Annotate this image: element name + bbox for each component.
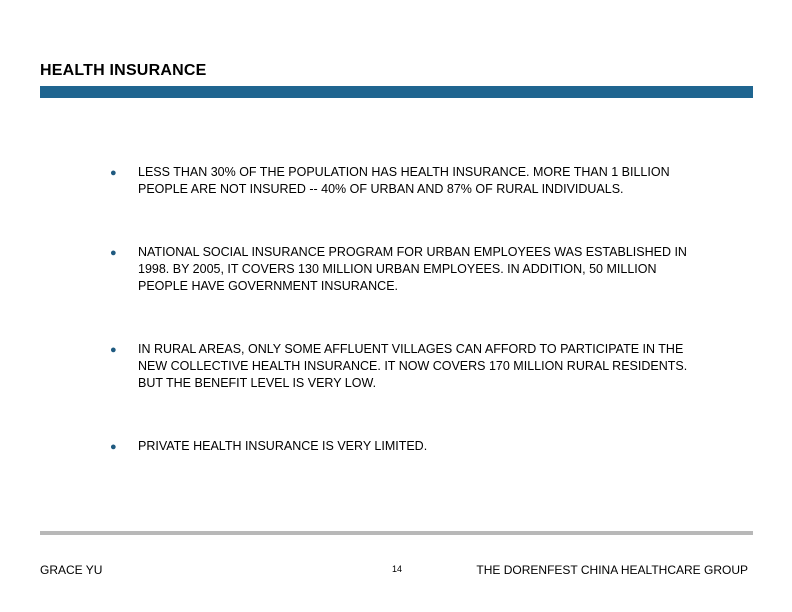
bullet-text: PRIVATE HEALTH INSURANCE IS VERY LIMITED.: [138, 439, 428, 453]
footer-organization: THE DORENFEST CHINA HEALTHCARE GROUP: [476, 563, 748, 577]
bullet-icon: ●: [110, 167, 117, 179]
bullet-text: LESS THAN 30% OF THE POPULATION HAS HEALTH INSURANCE. MORE THAN 1 BILLION PEOPLE ARE NOT INSURED -- 40% OF URBAN AND 87% OF RURAL INDIVIDUALS.: [138, 165, 670, 196]
footer-rule: [40, 531, 753, 535]
title-accent-bar: [40, 86, 753, 98]
list-item: [110, 244, 690, 295]
page-title: HEALTH INSURANCE: [40, 62, 207, 79]
page-number: 14: [392, 564, 403, 574]
list-item: [110, 341, 690, 392]
bullet-list: [110, 164, 690, 455]
bullet-icon: ●: [110, 247, 117, 259]
footer-author: GRACE YU: [40, 563, 103, 577]
bullet-icon: ●: [110, 344, 117, 356]
list-item: [110, 438, 690, 455]
list-item: [110, 164, 690, 198]
bullet-text: IN RURAL AREAS, ONLY SOME AFFLUENT VILLAGES CAN AFFORD TO PARTICIPATE IN THE NEW COLLECTIVE HEALTH INSURANCE. IT NOW COVERS 170 MILLION RURAL RESIDENTS. BUT THE BENEFIT LEVEL IS VERY LOW.: [138, 342, 688, 390]
bullet-text: NATIONAL SOCIAL INSURANCE PROGRAM FOR URBAN EMPLOYEES WAS ESTABLISHED IN 1998. BY 2005, IT COVERS 130 MILLION URBAN EMPLOYEES. IN ADDITION, 50 MILLION PEOPLE HAVE GOVERNMENT INSURANCE.: [138, 245, 687, 293]
bullet-icon: ●: [110, 441, 117, 453]
